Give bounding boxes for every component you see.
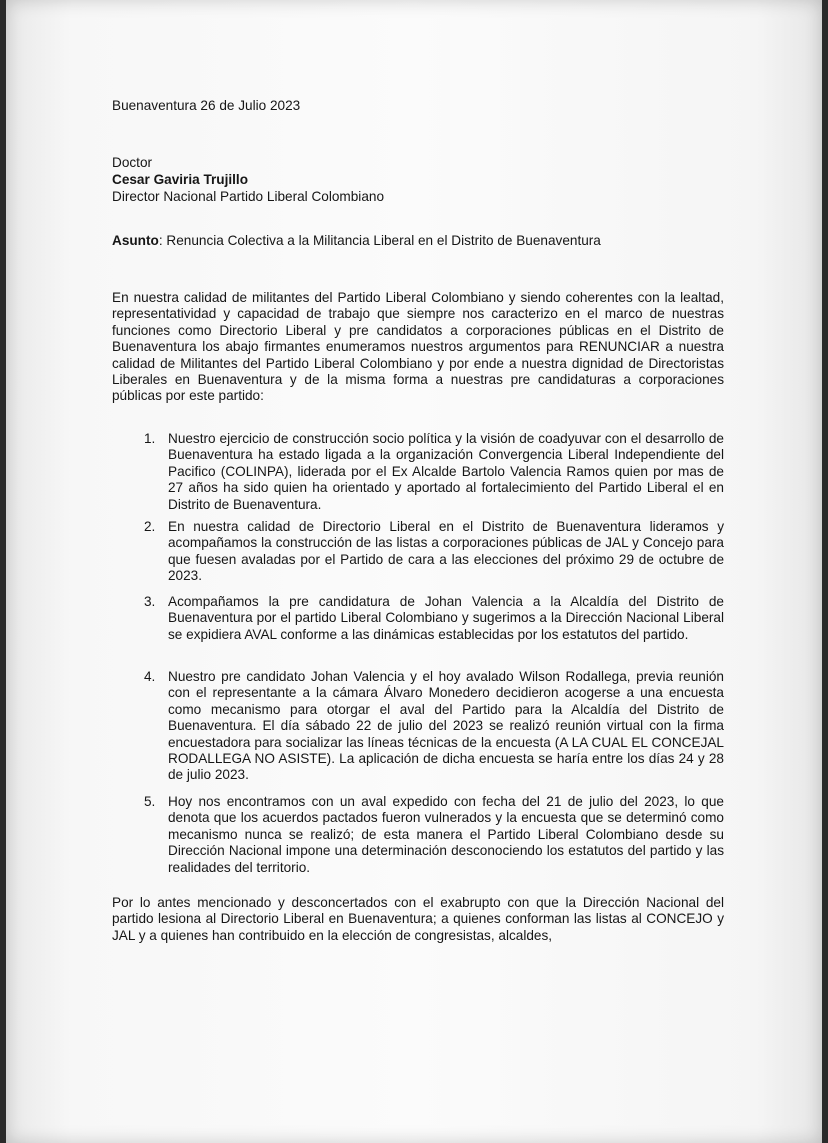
list-item-number: 5. [144,794,156,809]
list-item-text: En nuestra calidad de Directorio Liberal en el Distrito de Buenaventura lideramos y acompañamos la construcción de las listas a corporaciones públicas de JAL y Concejo para que fuesen avaladas por el Partido de cara a las elecciones del próximo 29 de octubre de 2023. [168,519,724,584]
list-item-text: Hoy nos encontramos con un aval expedido con fecha del 21 de julio del 2023, lo que denota que los acuerdos pactados fueron vulnerados y la encuesta que se determinó como mecanismo nunca se realizó; de esta manera el Partido Liberal Colombiano desde su Dirección Nacional impone una determinación desconociendo los estatutos del partido y las realidades del territorio. [168,794,724,875]
date-line: Buenaventura 26 de Julio 2023 [112,98,301,113]
recipient-name: Cesar Gaviria Trujillo [112,172,248,187]
intro-paragraph: En nuestra calidad de militantes del Partido Liberal Colombiano y siendo coherentes con la lealtad, representatividad y capacidad de trabajo que siempre nos caracterizo en el marco de nuestras funciones como Directorio Liberal y pre candidatos a corporaciones públicas en el Distrito de Buenaventura los abajo firmantes enumeramos nuestros argumentos para RENUNCIAR a nuestra calidad de Militantes del Partido Liberal Colombiano y por ende a nuestra dignidad de Directoristas Liberales en Buenaventura y de la misma forma a nuestras pre candidaturas a corporaciones públicas por este partido: [112,290,724,404]
list-item-number: 4. [144,669,156,684]
list-item-number: 2. [144,519,156,534]
list-item-text: Nuestro ejercicio de construcción socio política y la visión de coadyuvar con el desarrollo de Buenaventura ha estado ligada a la organización Convergencia Liberal Independiente del Pacifico (COLINPA), liderada por el Ex Alcalde Bartolo Valencia Ramos quien por mas de 27 años ha sido quien ha orientado y aportado al fortalecimiento del Partido Liberal el en Distrito de Buenaventura. [168,431,724,512]
list-item-text: Acompañamos la pre candidatura de Johan Valencia a la Alcaldía del Distrito de Buenaventura por el partido Liberal Colombiano y sugerimos a la Dirección Nacional Liberal se expidiera AVAL conforme a las dinámicas establecidas por los estatutos del partido. [168,594,724,642]
subject-text: : Renuncia Colectiva a la Militancia Liberal en el Distrito de Buenaventura [158,233,601,248]
closing-paragraph: Por lo antes mencionado y desconcertados con el exabrupto con que la Dirección Nacional del partido lesiona al Directorio Liberal en Buenaventura; a quienes conforman las listas al CONCEJO y JAL y a quienes han contribuido en la elección de congresistas, alcaldes, [112,895,724,943]
subject-line [112,233,601,249]
list-item-text: Nuestro pre candidato Johan Valencia y el hoy avalado Wilson Rodallega, previa reunión con el representante a la cámara Álvaro Monedero decidieron acogerse a una encuesta como mecanismo para otorgar el aval del Partido para la Alcaldía del Distrito de Buenaventura. El día sábado 22 de julio del 2023 se realizó reunión virtual con la firma encuestadora para socializar las líneas técnicas de la encuesta (A LA CUAL EL CONCEJAL RODALLEGA NO ASISTE). La aplicación de dicha encuesta se haría entre los días 24 y 28 de julio 2023. [168,669,724,783]
recipient-position: Director Nacional Partido Liberal Colombiano [112,189,385,204]
document-page [6,0,822,1143]
list-item-number: 3. [144,594,156,609]
recipient-title: Doctor [112,155,153,170]
list-item-number: 1. [144,431,156,446]
subject-label: Asunto [112,233,159,248]
